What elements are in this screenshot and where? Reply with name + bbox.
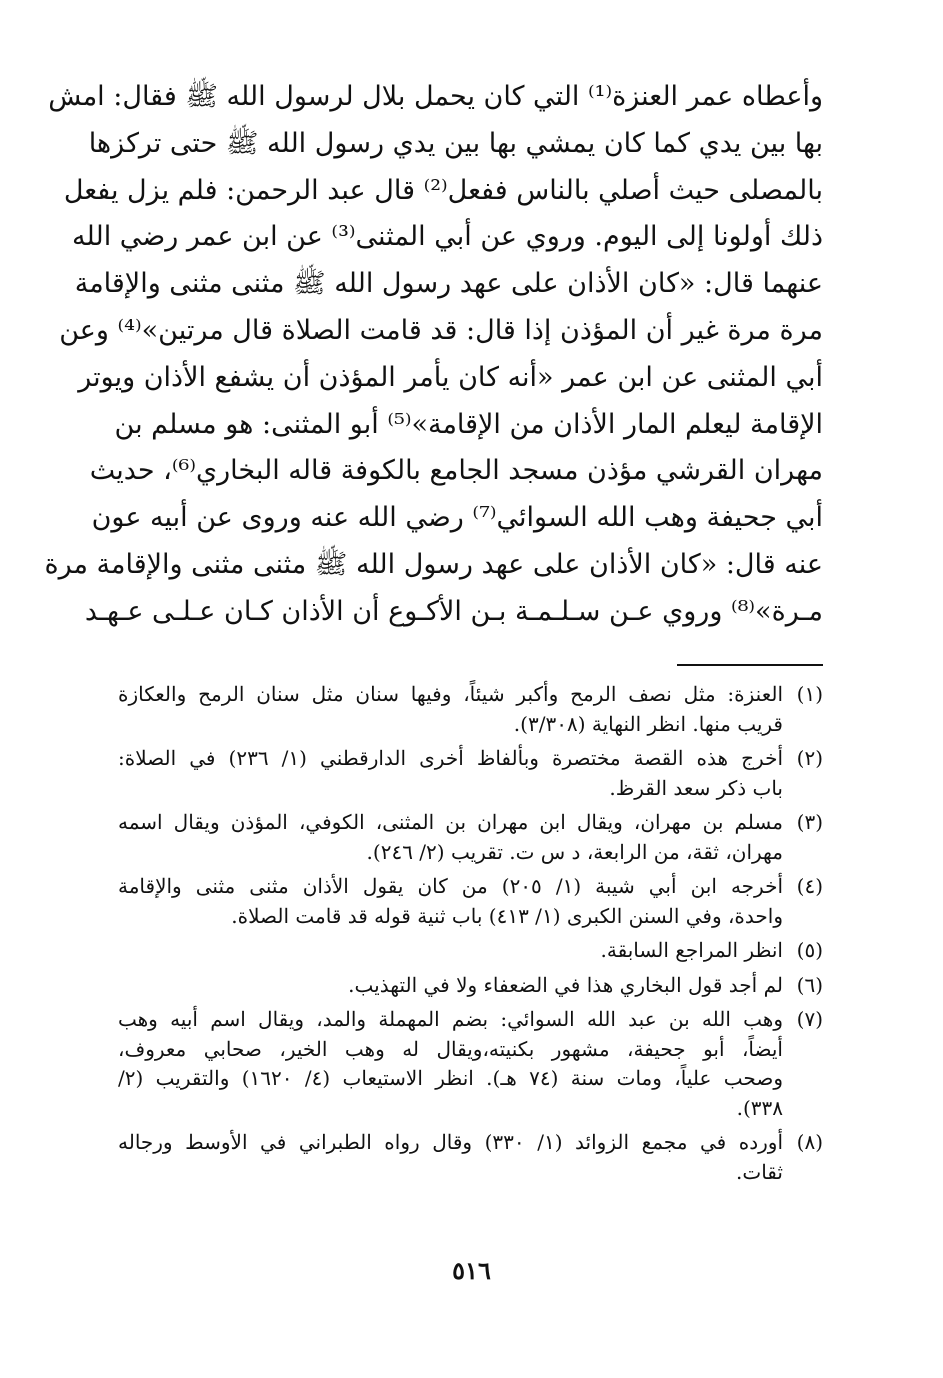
footnote-number: (٨) [796, 1130, 823, 1154]
footnote-text [118, 971, 783, 1001]
footnote-text [118, 744, 783, 803]
footnote [118, 808, 823, 867]
footnote-line: أورده في مجمع الزوائد (١/ ٣٣٠) وقال رواه الطبراني في الأوسط ورجاله [118, 1130, 783, 1154]
footnote-number: (٧) [796, 1007, 823, 1031]
footnote-text [118, 872, 783, 931]
footnote-text [118, 680, 783, 739]
footnote [118, 936, 823, 966]
footnote-number: (٣) [796, 810, 823, 834]
footnote-line: مسلم بن مهران، ويقال ابن مهران بن المثنى، الكوفي، المؤذن ويقال اسمه [118, 810, 783, 834]
footnote [118, 744, 823, 803]
text-line: مرة مرة غير أن المؤذن إذا قال: قد قامت الصلاة قال مرتين»⁽⁴⁾ وعن [59, 314, 823, 346]
text-line: بالمصلى حيث أصلي بالناس ففعل⁽²⁾ قال عبد الرحمن: فلم يزل يفعل [63, 174, 823, 206]
footnote-line: العنزة: مثل نصف الرمح وأكبر شيئاً، وفيها سنان مثل سنان الرمح والعكازة [118, 682, 783, 706]
footnote-line: أخرج هذه القصة مختصرة وبألفاظ أخرى الدارقطني (١/ ٢٣٦) في الصلاة: [118, 746, 783, 770]
text-line: الإقامة ليعلم المار الأذان من الإقامة»⁽⁵⁾ أبو المثنى: هو مسلم بن [114, 408, 823, 440]
text-line: أبي المثنى عن ابن عمر «أنه كان يأمر المؤذن أن يشفع الأذان ويوتر [78, 361, 823, 393]
footnote-text [118, 1005, 783, 1123]
footnote-line: أيضاً، أبو جحيفة، مشهور بكنيته،ويقال له وهب الخير، صحابي معروف، [118, 1036, 783, 1061]
footnote-text [118, 936, 783, 966]
footnote-line: وصحب علياً، ومات سنة (٧٤ هـ). انظر الاستيعاب (٤/ ١٦٢٠) والتقريب (٢/ [118, 1066, 783, 1090]
footnote-line: قريب منها. انظر النهاية (٣/٣٠٨). [513, 711, 783, 736]
footnote-divider [677, 664, 823, 666]
footnote-line: لم أجد قول البخاري هذا في الضعفاء ولا في التهذيب. [348, 972, 783, 997]
text-line: مهران القرشي مؤذن مسجد الجامع بالكوفة قاله البخاري⁽⁶⁾، حديث [89, 455, 823, 487]
footnote-line: وهب الله بن عبد الله السوائي: بضم المهملة والمد، ويقال اسم أبيه وهب [118, 1007, 783, 1031]
footnote [118, 971, 823, 1001]
text-line: عنه قال: «كان الأذان على عهد رسول الله ﷺ مثنى مثنى والإقامة مرة [44, 548, 823, 580]
footnote-number: (٤) [796, 874, 823, 898]
text-line: عنهما قال: «كان الأذان على عهد رسول الله ﷺ مثنى مثنى والإقامة [74, 268, 823, 300]
text-line: مـرة»⁽⁸⁾ وروي عـن سـلـمـة بـن الأكـوع أن الأذان كـان عـلـى عـهـد [84, 595, 823, 627]
footnote-line: ٣٣٨). [736, 1095, 783, 1120]
page-body [44, 74, 823, 1184]
footnote-text [118, 1128, 783, 1187]
footnote-line: أخرجه ابن أبي شيبة (١/ ٢٠٥) من كان يقول الأذان مثنى مثنى والإقامة [118, 874, 783, 898]
footnote-number: (٥) [796, 938, 823, 962]
footnote [118, 872, 823, 931]
footnote-line: واحدة، وفي السنن الكبرى (١/ ٤١٣) باب ثنية قوله قد قامت الصلاة. [231, 903, 783, 928]
text-line: بها بين يدي كما كان يمشي بها بين يدي رسول الله ﷺ حتى تركزها [88, 127, 823, 159]
main-text [44, 74, 823, 636]
page-number: ٥١٦ [452, 1256, 491, 1285]
footnote-number: (٢) [796, 746, 823, 770]
text-line: ذلك أولونا إلى اليوم. وروي عن أبي المثنى⁽³⁾ عن ابن عمر رضي الله [72, 221, 823, 253]
footnote-number: (٦) [796, 972, 823, 997]
footnote-line: انظر المراجع السابقة. [600, 938, 783, 962]
footnote-number: (١) [796, 682, 823, 706]
text-line: أبي جحيفة وهب الله السوائي⁽⁷⁾ رضي الله عنه وروى عن أبيه عون [91, 502, 823, 534]
footnotes [118, 680, 823, 1192]
footnote-text [118, 808, 783, 867]
footnote [118, 1128, 823, 1187]
footnote [118, 1005, 823, 1123]
footnote [118, 680, 823, 739]
footnote-line: باب ذكر سعد القرظ. [609, 775, 783, 800]
footnote-line: مهران، ثقة، من الرابعة، د س ت. تقريب (٢/ ٢٤٦). [366, 839, 783, 864]
text-line: وأعطاه عمر العنزة⁽¹⁾ التي كان يحمل بلال لرسول الله ﷺ فقال: امش [48, 81, 823, 112]
footnote-line: ثقات. [736, 1159, 783, 1184]
